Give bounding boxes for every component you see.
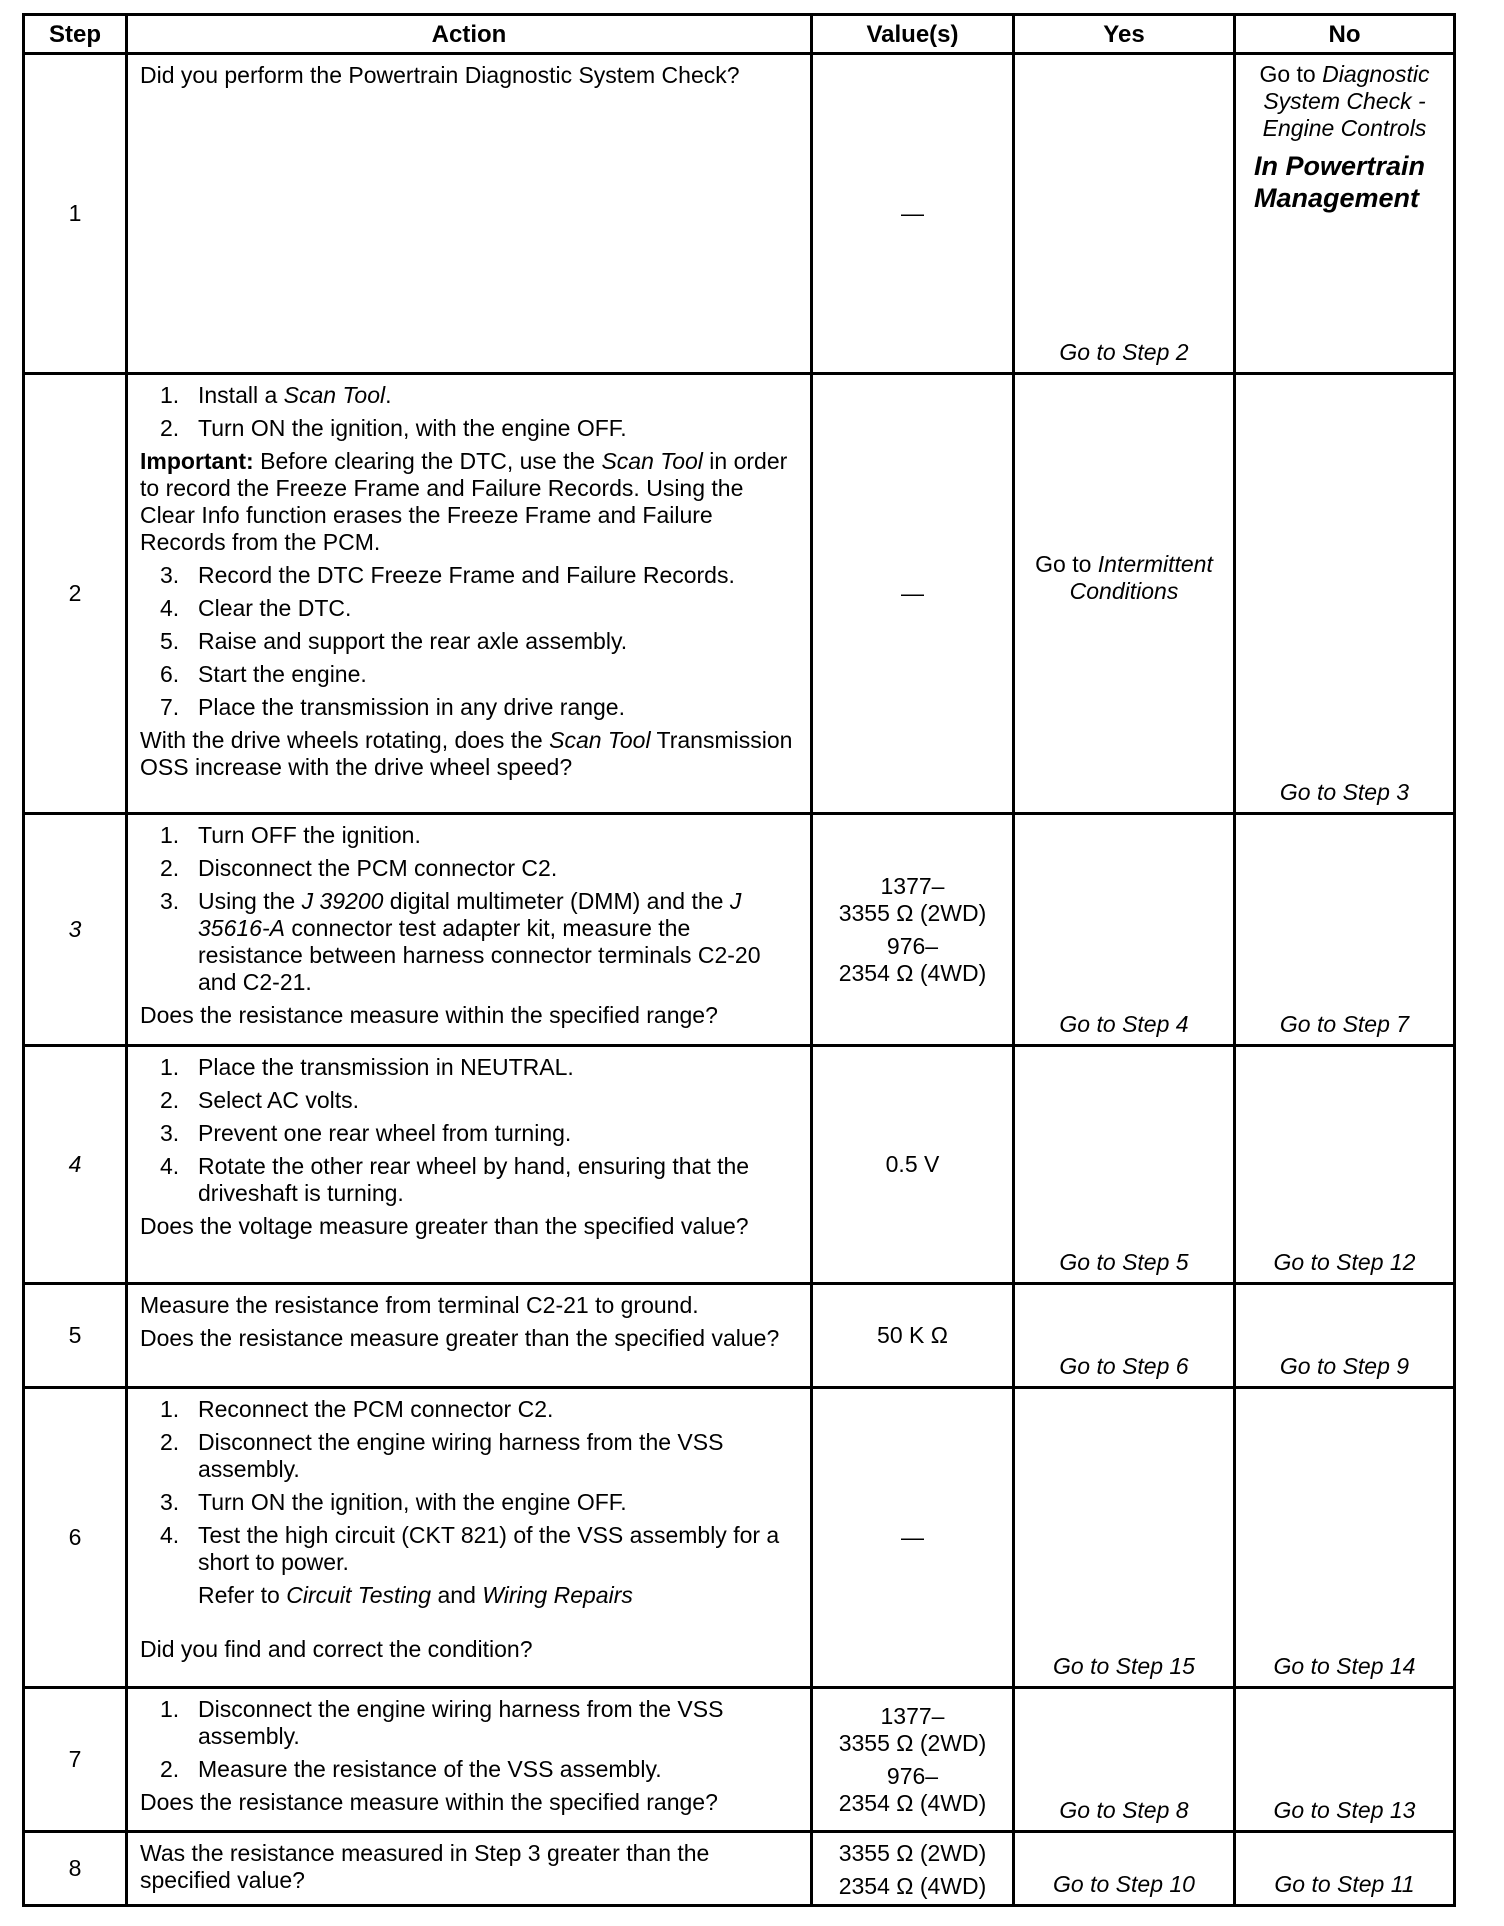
item-number: 4.: [160, 1153, 180, 1179]
refer-link-wiring-repairs[interactable]: Wiring Repairs: [482, 1582, 633, 1608]
refer-note: [140, 1582, 800, 1609]
item-emphasis: Scan Tool: [283, 382, 386, 408]
action-item: [140, 1756, 800, 1783]
item-text: Select AC volts.: [198, 1087, 360, 1113]
value-range-2wd: [813, 1703, 1012, 1757]
action-cell: [127, 1284, 812, 1388]
value-text: 1377–: [880, 872, 945, 899]
item-text: Start the engine.: [198, 661, 367, 687]
action-item: [140, 1696, 800, 1750]
action-item: [140, 1054, 800, 1081]
value-text: 976–: [886, 1762, 939, 1789]
no-cell: [1235, 1388, 1455, 1688]
no-goto-link[interactable]: Go to Step 11: [1274, 1871, 1415, 1897]
table-row-step-6: [24, 1388, 1455, 1688]
value-text: 1377–: [880, 1702, 945, 1729]
item-number: 1.: [160, 1396, 180, 1422]
action-item: [140, 562, 800, 589]
no-goto-manual: In Powertrain Management: [1254, 151, 1426, 213]
header-action: Action: [127, 15, 812, 54]
step-number-text: 6: [68, 1524, 82, 1550]
yes-goto-prefix: Go to: [1035, 551, 1098, 577]
action-item: [140, 888, 800, 996]
item-text: Clear the DTC.: [198, 595, 352, 621]
value-2wd: 3355 Ω (2WD): [838, 1839, 987, 1866]
table-row-step-8: [24, 1832, 1455, 1906]
value-text: 2354 Ω (4WD): [838, 959, 987, 986]
action-cell: [127, 1688, 812, 1832]
action-item: [140, 694, 800, 721]
no-cell: [1235, 814, 1455, 1046]
yes-goto-link[interactable]: Go to Step 6: [1059, 1353, 1189, 1379]
value-cell: [812, 1832, 1014, 1906]
yes-goto-link[interactable]: Go to Step 4: [1059, 1011, 1189, 1037]
item-number: 3.: [160, 888, 180, 914]
tool-reference: J 35616-A: [198, 888, 742, 941]
yes-cell: [1014, 1832, 1235, 1906]
table-row-step-1: [24, 54, 1455, 374]
value-text: 2354 Ω (4WD): [838, 1789, 987, 1816]
item-text: Turn ON the ignition, with the engine OFF.: [198, 1489, 627, 1515]
item-text: Place the transmission in NEUTRAL.: [198, 1054, 574, 1080]
header-values: Value(s): [812, 15, 1014, 54]
yes-cell: [1014, 814, 1235, 1046]
action-question: Did you perform the Powertrain Diagnostic System Check?: [140, 62, 740, 88]
question-text: Transmission OSS increase with the drive wheel speed?: [140, 727, 793, 780]
action-question: [140, 727, 800, 781]
step-number-text: 2: [68, 580, 82, 606]
item-text: Raise and support the rear axle assembly.: [198, 628, 628, 654]
table-row-step-4: [24, 1046, 1455, 1284]
item-text: connector test adapter kit, measure the resistance between harness connector terminals C2-20 and C2-21.: [198, 915, 761, 995]
yes-goto-target[interactable]: Intermittent Conditions: [1069, 551, 1213, 604]
item-text: Disconnect the engine wiring harness from the VSS assembly.: [198, 1696, 724, 1749]
important-note: [140, 448, 800, 556]
yes-cell: [1014, 374, 1235, 814]
action-item: [140, 1087, 800, 1114]
item-number: 1.: [160, 1696, 180, 1722]
step-number: [24, 54, 127, 374]
no-goto-link[interactable]: Go to Step 3: [1279, 779, 1410, 805]
item-number: 1.: [160, 822, 180, 848]
item-text: Install a: [198, 382, 284, 408]
value-cell: 50 K Ω: [812, 1284, 1014, 1388]
yes-cell: [1014, 1688, 1235, 1832]
item-number: 2.: [160, 855, 180, 881]
step-number: [24, 1832, 127, 1906]
action-cell: [127, 814, 812, 1046]
item-text: .: [385, 382, 392, 408]
action-item: [140, 415, 800, 442]
step-number: [24, 1284, 127, 1388]
value-cell: —: [812, 1388, 1014, 1688]
header-yes: Yes: [1014, 15, 1235, 54]
item-text: Record the DTC Freeze Frame and Failure Records.: [198, 562, 735, 588]
item-text: Turn OFF the ignition.: [198, 822, 421, 848]
item-text: Test the high circuit (CKT 821) of the VSS assembly for a short to power.: [198, 1522, 780, 1575]
no-cell: [1235, 374, 1455, 814]
item-text: Place the transmission in any drive range.: [198, 694, 625, 720]
table-row-step-2: [24, 374, 1455, 814]
header-step: Step: [24, 15, 127, 54]
item-number: 1.: [160, 1054, 180, 1080]
value-range-4wd: [813, 1763, 1012, 1817]
action-cell: [127, 54, 812, 374]
action-item: [140, 822, 800, 849]
table-row-step-3: [24, 814, 1455, 1046]
value-cell: —: [812, 54, 1014, 374]
step-number-text: 4: [68, 1151, 82, 1177]
action-line: Measure the resistance from terminal C2-21 to ground.: [140, 1292, 699, 1318]
action-cell: [127, 1388, 812, 1688]
refer-text: Refer to: [198, 1582, 287, 1608]
action-item: [140, 1396, 800, 1423]
table-row-step-7: [24, 1688, 1455, 1832]
action-item: [140, 595, 800, 622]
item-text: Measure the resistance of the VSS assembly.: [198, 1756, 662, 1782]
value-range-4wd: [813, 933, 1012, 987]
question-text: With the drive wheels rotating, does the: [140, 727, 550, 753]
action-item: [140, 855, 800, 882]
action-item: [140, 1153, 800, 1207]
item-number: 2.: [160, 1087, 180, 1113]
step-number: [24, 814, 127, 1046]
item-number: 1.: [160, 382, 180, 408]
step-number-text: 3: [68, 916, 82, 942]
question-emphasis: Scan Tool: [549, 727, 651, 753]
value-text: 3355 Ω (2WD): [838, 1729, 987, 1756]
item-text: Turn ON the ignition, with the engine OFF.: [198, 415, 627, 441]
value-text: 976–: [886, 932, 939, 959]
no-cell: [1235, 1284, 1455, 1388]
value-cell: [812, 814, 1014, 1046]
item-number: 2.: [160, 415, 180, 441]
item-number: 6.: [160, 661, 180, 687]
action-cell: [127, 374, 812, 814]
item-number: 4.: [160, 1522, 180, 1548]
item-number: 2.: [160, 1756, 180, 1782]
table-row-step-5: [24, 1284, 1455, 1388]
step-number-text: 8: [68, 1855, 82, 1881]
yes-goto-link[interactable]: Go to Step 2: [1059, 339, 1189, 365]
item-number: 7.: [160, 694, 180, 720]
no-cell: [1235, 1688, 1455, 1832]
diagnostic-table: [22, 13, 1456, 1907]
important-label: Important:: [140, 448, 254, 474]
yes-goto-link[interactable]: Go to Step 8: [1059, 1797, 1189, 1823]
note-emphasis: Scan Tool: [601, 448, 703, 474]
action-question: Does the resistance measure greater than the specified value?: [140, 1325, 780, 1351]
no-cell: [1235, 1046, 1455, 1284]
header-no: No: [1235, 15, 1455, 54]
item-text: Disconnect the PCM connector C2.: [198, 855, 558, 881]
item-text: Reconnect the PCM connector C2.: [198, 1396, 554, 1422]
step-number-text: 7: [68, 1746, 82, 1772]
item-text: Using the: [198, 888, 302, 914]
item-number: 3.: [160, 562, 180, 588]
no-goto-link[interactable]: Go to Step 14: [1273, 1653, 1416, 1679]
value-cell: 0.5 V: [812, 1046, 1014, 1284]
no-goto-link[interactable]: Go to Step 9: [1279, 1353, 1410, 1379]
value-cell: —: [812, 374, 1014, 814]
action-question: Does the resistance measure within the specified range?: [140, 1789, 718, 1815]
spacer: [140, 1615, 800, 1633]
step-number: [24, 1688, 127, 1832]
step-number-text: 1: [68, 200, 82, 226]
action-item: [140, 1522, 800, 1576]
item-text: digital multimeter (DMM) and the: [383, 888, 730, 914]
no-goto-target[interactable]: Diagnostic System Check - Engine Controls: [1262, 61, 1430, 141]
action-question: Was the resistance measured in Step 3 greater than the specified value?: [140, 1840, 710, 1893]
yes-cell: [1014, 1388, 1235, 1688]
item-number: 3.: [160, 1489, 180, 1515]
step-number: [24, 1046, 127, 1284]
table-header-row: [24, 15, 1455, 54]
note-text: Before clearing the DTC, use the: [253, 448, 602, 474]
step-number-text: 5: [68, 1322, 82, 1348]
value-4wd: 2354 Ω (4WD): [838, 1872, 987, 1899]
item-number: 4.: [160, 595, 180, 621]
yes-goto-link[interactable]: Go to Step 5: [1059, 1249, 1189, 1275]
tool-reference: J 39200: [301, 888, 384, 914]
note-text: in order to record the Freeze Frame and Failure Records. Using the Clear Info function erases the Freeze Frame and Failure Records from the PCM.: [140, 448, 788, 555]
no-goto-prefix: Go to: [1259, 61, 1323, 87]
no-cell: [1235, 1832, 1455, 1906]
item-number: 5.: [160, 628, 180, 654]
step-number: [24, 374, 127, 814]
no-goto-link[interactable]: Go to Step 13: [1273, 1797, 1416, 1823]
action-cell: [127, 1046, 812, 1284]
no-goto-link[interactable]: Go to Step 12: [1273, 1249, 1416, 1275]
yes-cell: [1014, 1284, 1235, 1388]
no-cell: [1235, 54, 1455, 374]
action-question: Does the resistance measure within the specified range?: [140, 1002, 718, 1028]
value-text: 3355 Ω (2WD): [838, 899, 987, 926]
action-cell: [127, 1832, 812, 1906]
item-number: 2.: [160, 1429, 180, 1455]
yes-goto-link[interactable]: Go to Step 10: [1053, 1871, 1195, 1897]
action-item: [140, 382, 800, 409]
action-item: [140, 628, 800, 655]
item-number: 3.: [160, 1120, 180, 1146]
value-cell: [812, 1688, 1014, 1832]
refer-text: and: [431, 1582, 483, 1608]
action-item: [140, 1120, 800, 1147]
action-question: Did you find and correct the condition?: [140, 1636, 533, 1662]
no-goto-link[interactable]: [1236, 55, 1453, 142]
item-text: Prevent one rear wheel from turning.: [198, 1120, 572, 1146]
item-text: Disconnect the engine wiring harness from the VSS assembly.: [198, 1429, 724, 1482]
action-item: [140, 661, 800, 688]
yes-cell: [1014, 54, 1235, 374]
yes-goto-link[interactable]: Go to Step 15: [1053, 1653, 1195, 1679]
item-text: Rotate the other rear wheel by hand, ensuring that the driveshaft is turning.: [198, 1153, 750, 1206]
step-number: [24, 1388, 127, 1688]
yes-cell: [1014, 1046, 1235, 1284]
refer-link-circuit-testing[interactable]: Circuit Testing: [286, 1582, 432, 1608]
action-question: Does the voltage measure greater than the specified value?: [140, 1213, 749, 1239]
action-item: [140, 1429, 800, 1483]
no-goto-link[interactable]: Go to Step 7: [1279, 1011, 1410, 1037]
value-range-2wd: [813, 873, 1012, 927]
action-item: [140, 1489, 800, 1516]
yes-goto-link[interactable]: [1015, 551, 1233, 605]
